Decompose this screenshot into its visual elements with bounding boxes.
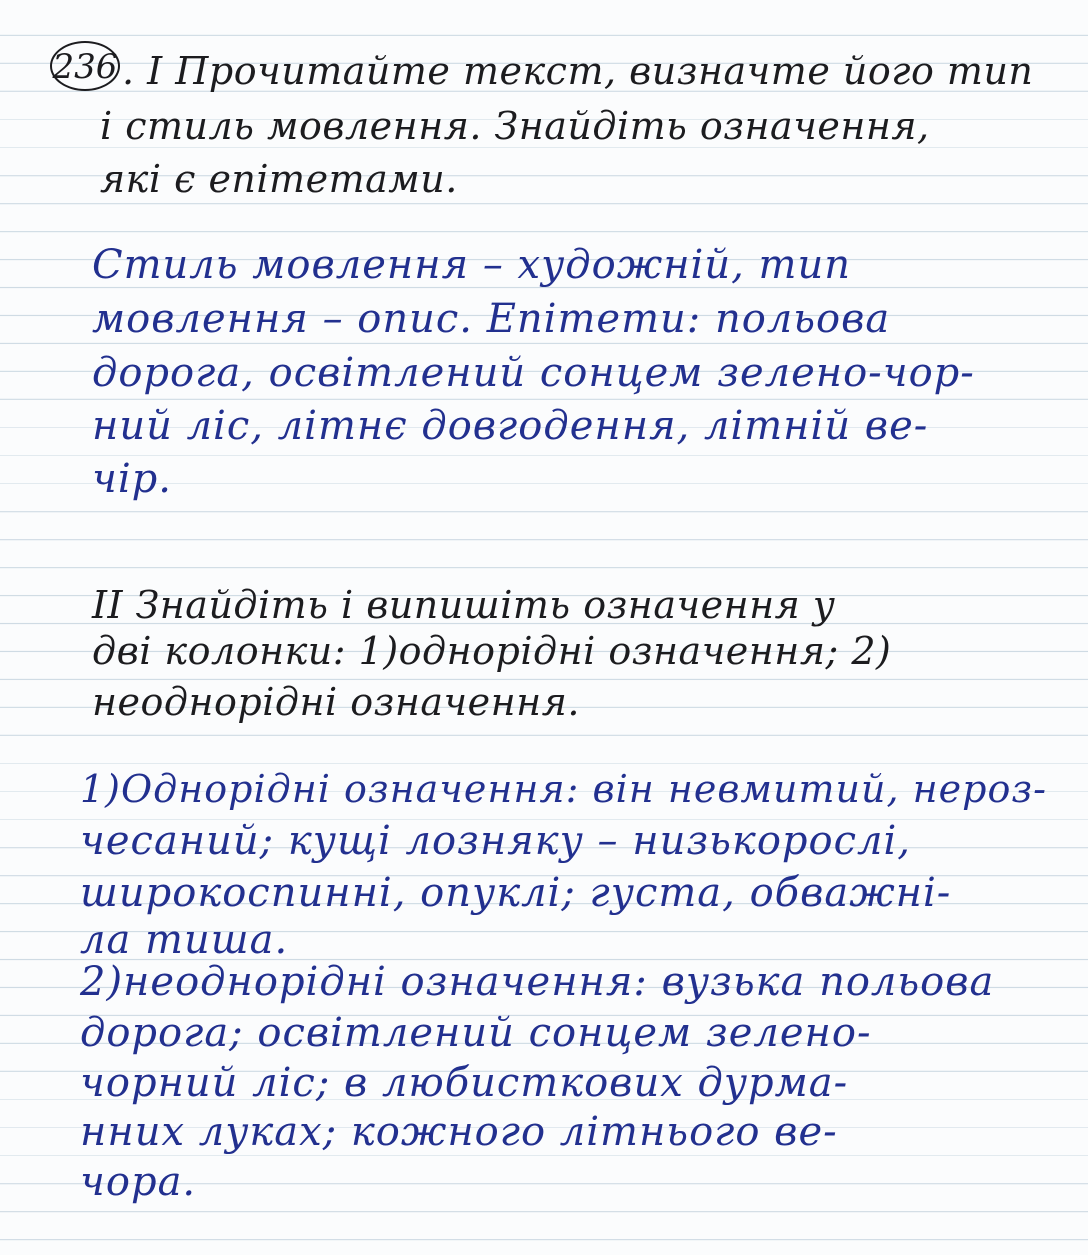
answer2-line-2: чесаний; кущі лозняку – низькорослі, — [80, 818, 911, 864]
answer2-line-3: широкоспинні, опуклі; густа, обважні- — [80, 870, 952, 916]
answer2-line-4: ла тиша. — [80, 917, 289, 963]
task2-line-2: дві колонки: 1)однорідні означення; 2) — [92, 629, 892, 673]
answer1-line-4: ний ліс, літнє довгодення, літній ве- — [92, 403, 929, 449]
task1-line-3: які є епітетами. — [100, 157, 458, 201]
answer1-line-5: чір. — [92, 456, 172, 502]
answer1-line-2: мовлення – опис. Епітети: польова — [92, 296, 891, 342]
task2-line-3: неоднорідні означення. — [92, 680, 580, 724]
answer1-line-3: дорога, освітлений сонцем зелено-чор- — [92, 350, 975, 396]
answer1-line-1: Стиль мовлення – художній, тип — [92, 242, 851, 288]
answer2-line-8: нних луках; кожного літнього ве- — [80, 1109, 838, 1155]
answer2-line-5: 2)неоднорідні означення: вузька польова — [80, 959, 995, 1005]
answer2-line-7: чорний ліс; в любисткових дурма- — [80, 1060, 849, 1106]
task1-line-2: і стиль мовлення. Знайдіть означення, — [100, 104, 930, 148]
answer2-line-6: дорога; освітлений сонцем зелено- — [80, 1010, 872, 1056]
answer2-line-1: 1)Однорідні означення: він невмитий, нероз- — [80, 767, 1047, 811]
answer2-line-9: чора. — [80, 1159, 197, 1205]
exercise-number: 236 — [52, 47, 118, 87]
task1-line-1: . І Прочитайте текст, визначте його тип — [122, 49, 1034, 93]
task2-line-1: ІІ Знайдіть і випишіть означення у — [92, 583, 836, 627]
